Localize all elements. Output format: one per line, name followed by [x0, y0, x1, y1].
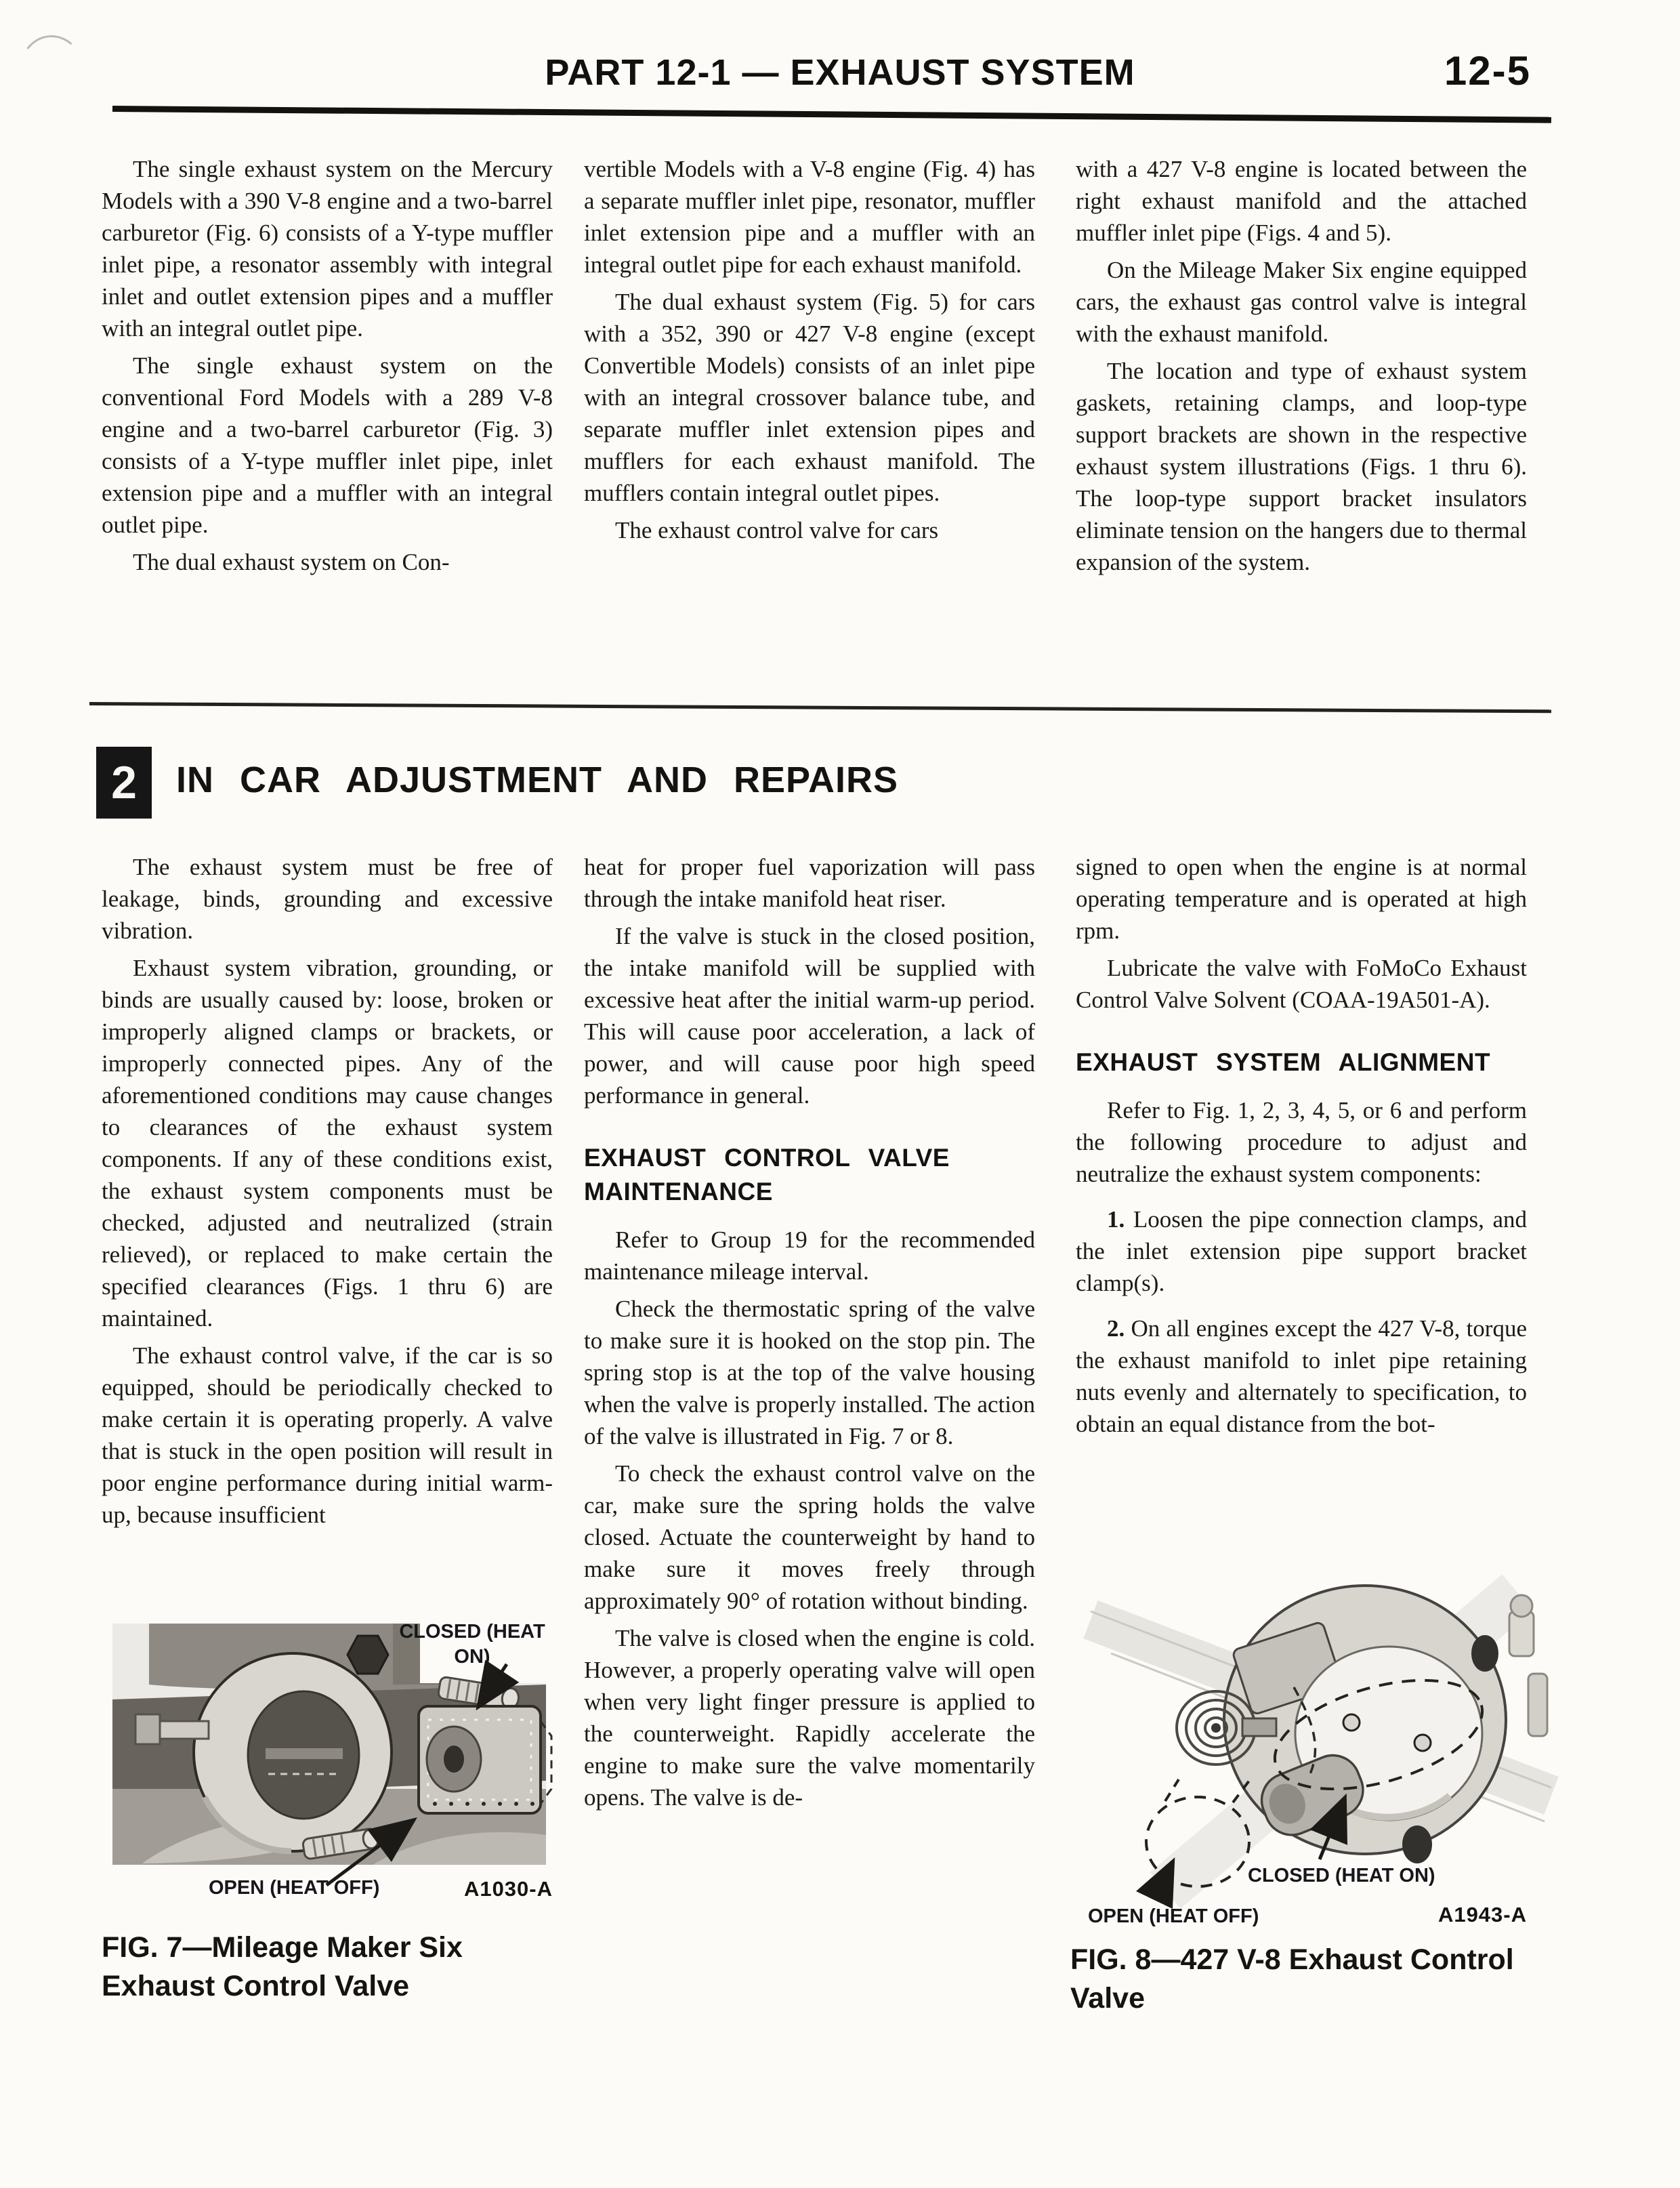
paragraph: Exhaust system vibration, grounding, or binds are usually caused by: loose, broken or improperly aligned clamps or brackets, or improperly connected pipes. Any of the aforementioned conditions may cause changes to clearances of the exhaust system components. If any of these conditions exist, the exhaust system components must be checked, adjusted and neutralized (strain relieved), or replaced to make certain the specified clearances (Figs. 1 thru 6) are maintained.	[102, 955, 553, 1332]
col3-rest-paragraphs	[1076, 1094, 1527, 1190]
step-paragraph: 2. On all engines except the 427 V-8, torque the exhaust manifold to inlet pipe retaining nuts evenly and alternately to specification, to obtain an equal distance from the bot-	[1076, 1315, 1527, 1437]
section1-column-1	[102, 153, 553, 583]
fig7-closed-label: CLOSED (HEAT ON)	[399, 1621, 545, 1668]
paragraph: If the valve is stuck in the closed position, the intake manifold will be supplied with excessive heat after the initial warm-up period. This will cause poor acceleration, a lack of power, and will cause poor high speed performance in general.	[584, 923, 1035, 1109]
paragraph: The dual exhaust system (Fig. 5) for cars with a 352, 390 or 427 V-8 engine (except Convertible Models) consists of an inlet pipe with an integral crossover balance tube, and separate muffler inlet extension pipes and mufflers for each exhaust manifold. The mufflers contain integral outlet pipes.	[584, 289, 1035, 506]
paragraph: Lubricate the valve with FoMoCo Exhaust Control Valve Solvent (COAA-19A501-A).	[1076, 955, 1527, 1013]
hex-bolt	[348, 1636, 388, 1674]
fig8-closed-label: CLOSED (HEAT ON)	[1248, 1865, 1435, 1886]
header-rule	[112, 106, 1551, 123]
section-number-badge: 2	[96, 747, 152, 819]
paragraph: On the Mileage Maker Six engine equipped cars, the exhaust gas control valve is integral with the exhaust manifold.	[1076, 257, 1527, 347]
section-title: IN CAR ADJUSTMENT AND REPAIRS	[176, 760, 899, 800]
fig8-caption: FIG. 8—427 V-8 Exhaust Control Valve	[1070, 1943, 1514, 2015]
paragraph: The single exhaust system on the conventional Ford Models with a 289 V-8 engine and a two-barrel carburetor (Fig. 3) consists of a Y-type muffler inlet pipe, inlet extension pipe and a muffler with an integral outlet pipe.	[102, 352, 553, 538]
paragraph: Check the thermostatic spring of the valve to make sure it is hooked on the stop pin. The spring stop is at the top of the valve housing when the valve is properly installed. The action of the valve is illustrated in Fig. 7 or 8.	[584, 1296, 1035, 1449]
paragraph: The location and type of exhaust system gaskets, retaining clamps, and loop-type support brackets are shown in the respective exhaust system illustrations (Figs. 1 thru 6). The loop-type support bracket insulators eliminate tension on the hangers due to thermal expansion of the system.	[1076, 358, 1527, 575]
page-number: 12-5	[1444, 48, 1531, 94]
paragraph: signed to open when the engine is at normal operating temperature and is operated at high rpm.	[1076, 854, 1527, 944]
paragraph: The valve is closed when the engine is cold. However, a properly operating valve will open when very light finger pressure is applied to the counterweight. Rapidly accelerate the engine to make sure the valve momentarily opens. The valve is de-	[584, 1625, 1035, 1811]
section2-column-1	[102, 851, 553, 1536]
fig7-open-label: OPEN (HEAT OFF)	[209, 1877, 380, 1899]
col2-rest-paragraphs	[584, 1224, 1035, 1813]
col2-intro-paragraphs	[584, 851, 1035, 1111]
heading-exhaust-system-alignment: EXHAUST SYSTEM ALIGNMENT	[1076, 1048, 1491, 1076]
section1-column-2	[584, 153, 1035, 552]
paragraph: The exhaust control valve for cars	[615, 517, 939, 543]
col3-intro-paragraphs	[1076, 851, 1527, 1016]
paragraph: The single exhaust system on the Mercury Models with a 390 V-8 engine and a two-barrel carburetor (Fig. 6) consists of a Y-type muffler inlet pipe, a resonator assembly with integral inlet and outlet extension pipes and a muffler with an integral outlet pipe.	[102, 156, 553, 342]
section2-column-2	[584, 851, 1035, 1819]
section2-column-3	[1076, 851, 1527, 1445]
fig8-code: A1943-A	[1437, 1903, 1527, 1926]
figure-8	[1070, 1572, 1565, 1931]
fig7-code: A1030-A	[463, 1877, 553, 1901]
section1-column-3	[1076, 153, 1527, 583]
paragraph: with a 427 V-8 engine is located between the right exhaust manifold and the attached muffler inlet pipe (Figs. 4 and 5).	[1076, 156, 1527, 246]
col3-step-list	[1076, 1203, 1527, 1440]
step-paragraph: 1. Loosen the pipe connection clamps, and the inlet extension pipe support bracket clamp(s).	[1076, 1206, 1528, 1296]
paragraph: heat for proper fuel vaporization will pass through the intake manifold heat riser.	[584, 854, 1035, 912]
section-divider-rule	[89, 702, 1551, 713]
figure-7	[102, 1619, 557, 1904]
paragraph: The exhaust control valve, if the car is so equipped, should be periodically checked to make certain it is operating properly. A valve that is stuck in the open position will result in poor engine performance during initial warm-up, because insufficient	[102, 1342, 553, 1528]
page-title: PART 12-1 — EXHAUST SYSTEM	[545, 52, 1135, 93]
paragraph: Refer to Group 19 for the recommended maintenance mileage interval.	[584, 1226, 1035, 1285]
fig8-open-label: OPEN (HEAT OFF)	[1088, 1905, 1259, 1927]
paragraph: The dual exhaust system on Con-	[133, 549, 450, 575]
paragraph: The exhaust system must be free of leakage, binds, grounding and excessive vibration.	[102, 854, 553, 944]
paragraph: To check the exhaust control valve on the car, make sure the spring holds the valve closed. Actuate the counterweight by hand to make sure it moves freely through approximately 90° of rotation without binding.	[584, 1460, 1035, 1614]
paragraph: vertible Models with a V-8 engine (Fig. 4) has a separate muffler inlet pipe, resonator, muffler inlet extension pipe and a muffler with an integral outlet pipe for each exhaust manifold.	[584, 156, 1035, 278]
heading-exhaust-control-valve-maintenance: EXHAUST CONTROL VALVE MAINTENANCE	[584, 1144, 950, 1205]
fig7-caption: FIG. 7—Mileage Maker Six Exhaust Control Valve	[102, 1931, 463, 2002]
paragraph: Refer to Fig. 1, 2, 3, 4, 5, or 6 and perform the following procedure to adjust and neutralize the exhaust system components:	[1076, 1097, 1527, 1187]
